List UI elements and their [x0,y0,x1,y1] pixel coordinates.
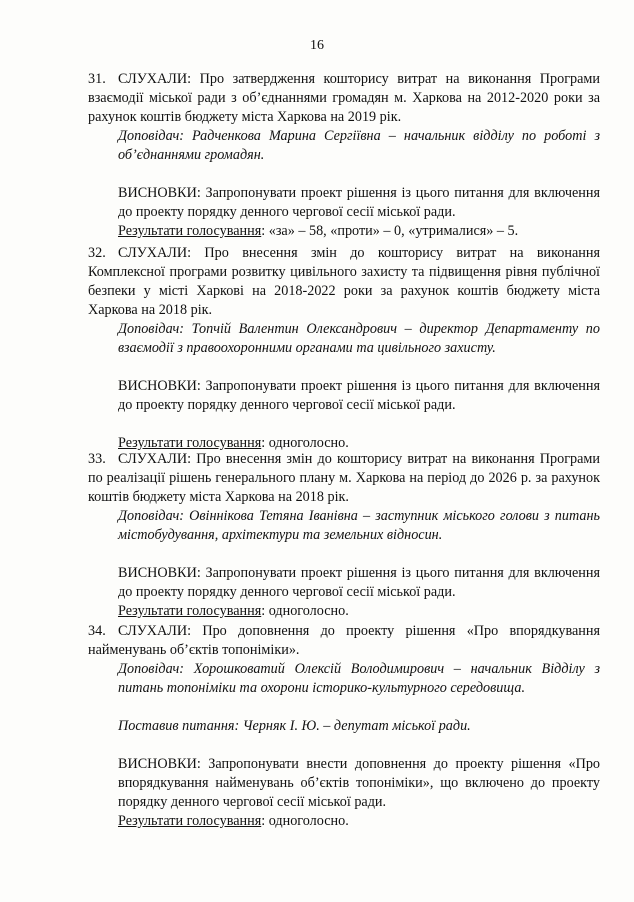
heard-paragraph [88,622,600,660]
conclusion-text: Запропонувати проект рішення із цього питання для включення до проекту порядку денного чергової сесії міської ради. [118,565,600,600]
agenda-item-31 [88,70,600,241]
votes-text: : «за» – 58, «проти» – 0, «утрималися» – 5. [261,223,519,239]
agenda-item-32 [88,244,600,453]
agenda-item-34 [88,622,600,831]
votes-label: Результати голосування [118,813,262,829]
raised-by: Поставив питання: Черняк І. Ю. – депутат міської ради. [118,718,471,734]
votes-label: Результати голосування [118,435,262,451]
agenda-item-33 [88,450,600,621]
votes-label: Результати голосування [118,603,262,619]
heard-label: СЛУХАЛИ: [118,71,192,87]
item-number: 33. [88,451,106,467]
heard-text: Про внесення змін до кошторису витрат на виконання Програми по реалізації рішень генерального плану м. Харкова на період до 2026 р. за рахунок коштів бюджету міста Харкова на 2018 рік. [88,451,601,505]
conclusion-text: Запропонувати проект рішення із цього питання для включення до проекту порядку денного чергової сесії міської ради. [118,378,600,413]
conclusion-paragraph [88,184,600,222]
votes-text: : одноголосно. [261,813,349,829]
item-number: 34. [88,623,106,639]
heard-paragraph [88,450,600,507]
votes-line [88,812,600,831]
conclusion-paragraph [88,564,600,602]
heard-label: СЛУХАЛИ: [118,245,192,261]
votes-label: Результати голосування [118,223,262,239]
heard-paragraph [88,244,600,320]
votes-text: : одноголосно. [261,603,349,619]
conclusion-label: ВИСНОВКИ: [118,185,201,201]
heard-text: Про затвердження кошторису витрат на виконання Програми взаємодії міської ради з об’єднаннями громадян м. Харкова на 2012-2020 роки за рахунок коштів бюджету міста Харкова на 2019 рік. [88,71,601,125]
page-number: 16 [310,38,324,53]
conclusion-paragraph [88,755,600,812]
heard-label: СЛУХАЛИ: [118,451,192,467]
conclusion-text: Запропонувати проект рішення із цього питання для включення до проекту порядку денного чергової сесії міської ради. [118,185,600,220]
conclusion-label: ВИСНОВКИ: [118,756,201,772]
reporter: Доповідач: Топчій Валентин Олександрович – директор Департаменту по взаємодії з правоохоронними органами та цивільного захисту. [118,321,600,356]
heard-text: Про доповнення до проекту рішення «Про впорядкування найменувань об’єктів топоніміки». [88,623,600,658]
item-number: 31. [88,71,106,87]
conclusion-label: ВИСНОВКИ: [118,565,201,581]
votes-line [88,602,600,621]
votes-line [88,222,600,241]
heard-text: Про внесення змін до кошторису витрат на виконання Комплексної програми розвитку цивільного захисту та підвищення рівня публічної безпеки у місті Харкові на 2018-2022 роки за рахунок коштів бюджету міста Харкова на 2018 рік. [88,245,600,318]
votes-text: : одноголосно. [261,435,349,451]
reporter: Доповідач: Хорошковатий Олексій Володимирович – начальник Відділу з питань топоніміки та охорони історико-культурного середовища. [118,661,600,696]
conclusion-label: ВИСНОВКИ: [118,378,201,394]
reporter: Доповідач: Овіннікова Тетяна Іванівна – заступник міського голови з питань містобудування, архітектури та земельних відносин. [118,508,600,543]
heard-label: СЛУХАЛИ: [118,623,192,639]
reporter: Доповідач: Радченкова Марина Сергіївна – начальник відділу по роботі з об’єднаннями громадян. [118,128,600,163]
item-number: 32. [88,245,106,261]
conclusion-text: Запропонувати внести доповнення до проекту рішення «Про впорядкування найменувань об’єктів топоніміки», що включено до проекту порядку денного чергової сесії міської ради. [118,756,601,810]
conclusion-paragraph [88,377,600,415]
heard-paragraph [88,70,600,127]
